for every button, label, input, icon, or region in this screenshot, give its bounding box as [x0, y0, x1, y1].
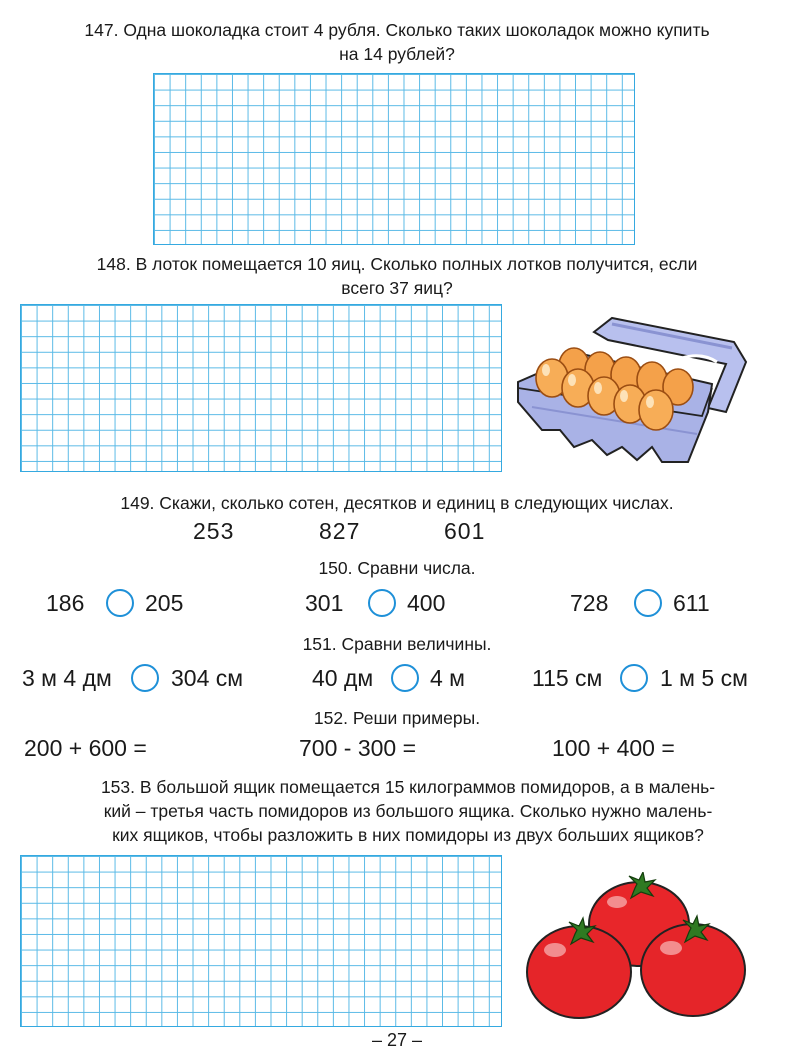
- task-147-line2: на 14 рублей?: [339, 44, 455, 64]
- task-147-line1: 147. Одна шоколадка стоит 4 рубля. Сколько таких шоколадок можно купить: [84, 20, 710, 40]
- task-152-title: 152. Реши примеры.: [313, 708, 481, 728]
- compare-151-left-3: 115 см: [532, 665, 603, 691]
- tomatoes-icon: [525, 872, 750, 1032]
- number-253: 253: [193, 518, 235, 544]
- compare-circle-151-3[interactable]: [620, 664, 648, 692]
- compare-151-left-2: 40 дм: [312, 665, 374, 691]
- task-147-text: [0, 18, 794, 66]
- compare-150-right-2: 400: [407, 590, 446, 616]
- task-149-text: 149. Скажи, сколько сотен, десятков и единиц в следующих числах.: [120, 493, 674, 513]
- task-153-line2: кий – третья часть помидоров из большого ящика. Сколько нужно малень-: [103, 801, 713, 821]
- task-153-line3: ких ящиков, чтобы разложить в них помидоры из двух больших ящиков?: [112, 825, 704, 845]
- compare-circle-151-1[interactable]: [131, 664, 159, 692]
- compare-151-right-3: 1 м 5 см: [660, 665, 748, 691]
- number-601: 601: [444, 518, 486, 544]
- compare-150-right-3: 611: [673, 590, 710, 616]
- task-153-line1: 153. В большой ящик помещается 15 килограммов помидоров, а в малень-: [100, 777, 716, 797]
- compare-150-left-3: 728: [570, 590, 609, 616]
- answer-grid-153[interactable]: [20, 855, 502, 1027]
- number-827: 827: [319, 518, 361, 544]
- answer-grid-147[interactable]: [153, 73, 635, 245]
- example-2: 700 - 300 =: [299, 735, 417, 761]
- compare-circle-150-2[interactable]: [368, 589, 396, 617]
- page-number: – 27 –: [371, 1030, 423, 1050]
- task-148-line2: всего 37 яиц?: [341, 278, 453, 298]
- compare-150-left-2: 301: [305, 590, 344, 616]
- compare-150-right-1: 205: [145, 590, 184, 616]
- task-151-title: 151. Сравни величины.: [302, 634, 492, 654]
- task-148-line1: 148. В лоток помещается 10 яиц. Сколько полных лотков получится, если: [96, 254, 698, 274]
- task-150-title: 150. Сравни числа.: [318, 558, 476, 578]
- egg-tray-icon: [512, 312, 750, 477]
- compare-circle-150-3[interactable]: [634, 589, 662, 617]
- example-3: 100 + 400 =: [552, 735, 675, 761]
- answer-grid-148[interactable]: [20, 304, 502, 472]
- compare-151-right-2: 4 м: [430, 665, 465, 691]
- compare-151-right-1: 304 см: [171, 665, 244, 691]
- compare-circle-151-2[interactable]: [391, 664, 419, 692]
- task-148-text: [0, 252, 794, 300]
- example-1: 200 + 600 =: [24, 735, 147, 761]
- compare-151-left-1: 3 м 4 дм: [22, 665, 112, 691]
- compare-circle-150-1[interactable]: [106, 589, 134, 617]
- compare-150-left-1: 186: [46, 590, 85, 616]
- task-153-text: [28, 775, 788, 847]
